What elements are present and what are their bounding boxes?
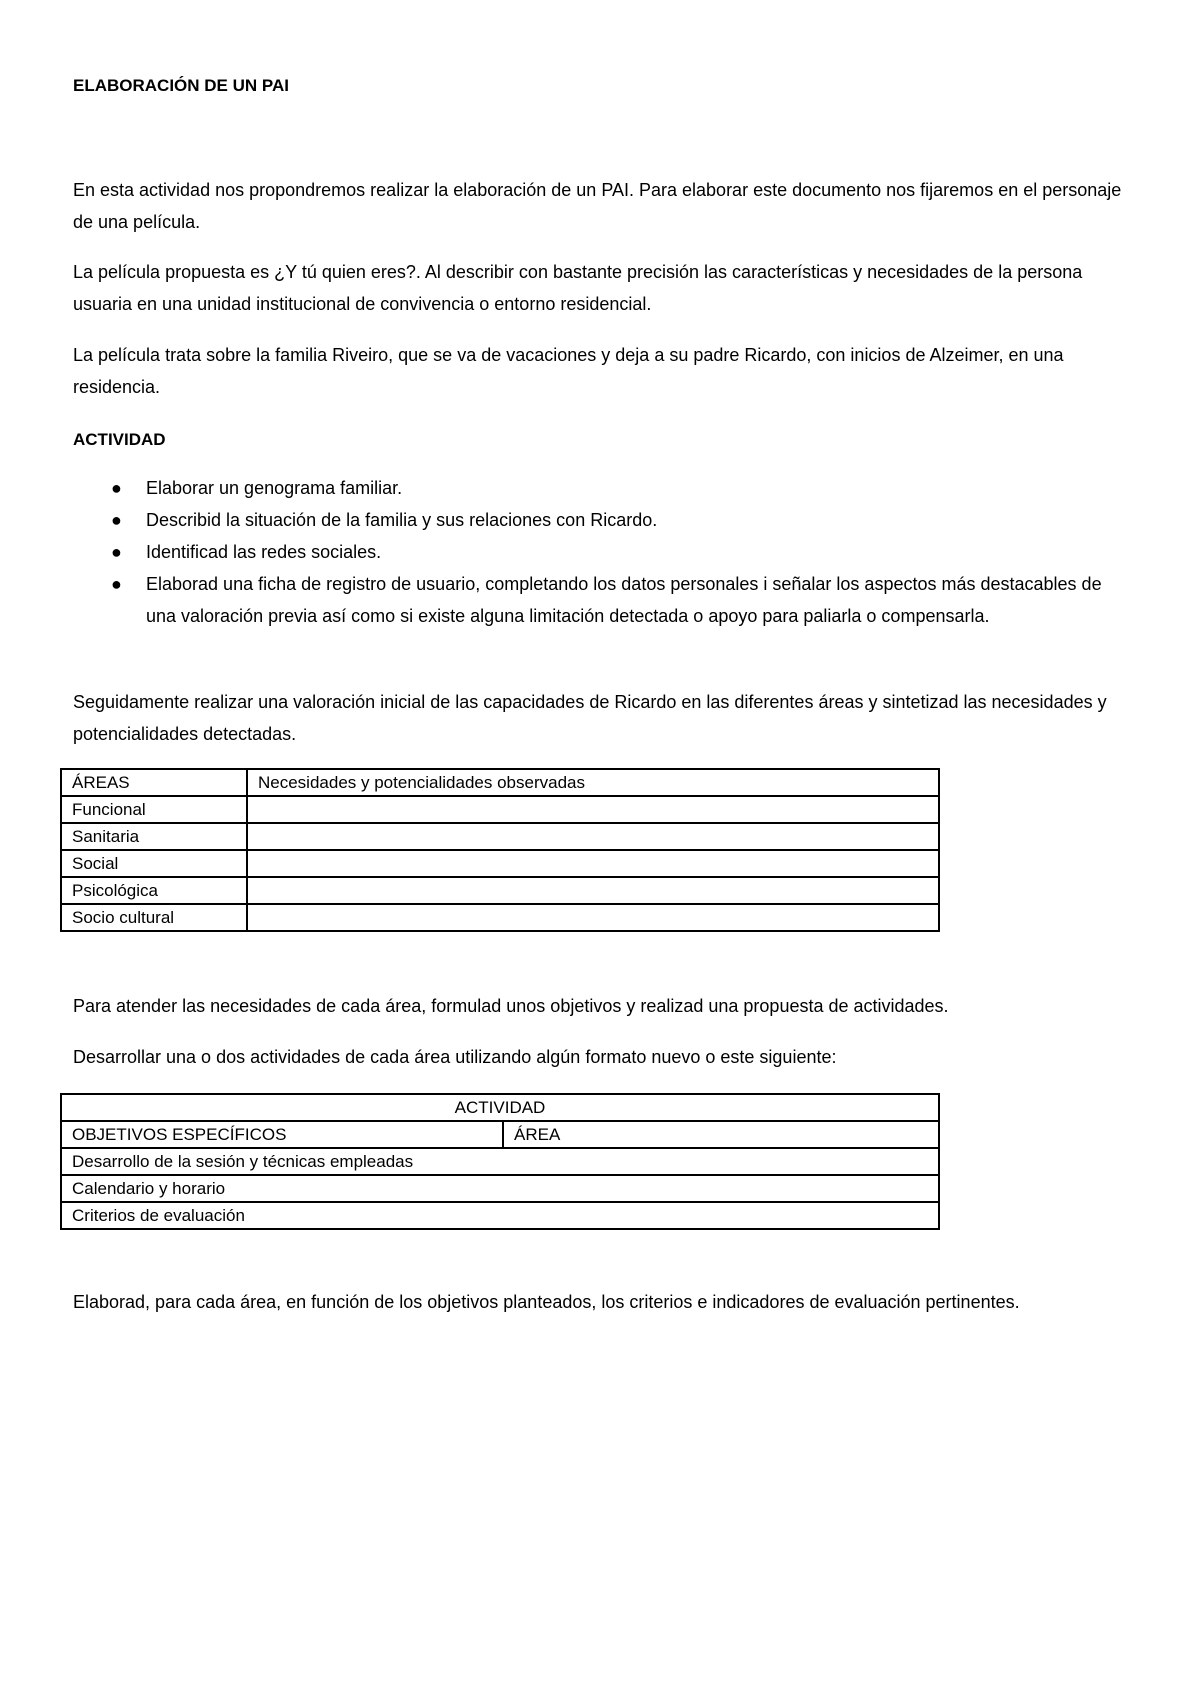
table-header-cell: Necesidades y potencialidades observadas bbox=[247, 769, 939, 796]
criteria-cell: Criterios de evaluación bbox=[61, 1202, 939, 1229]
activity-table-title: ACTIVIDAD bbox=[61, 1094, 939, 1121]
area-cell: Sanitaria bbox=[61, 823, 247, 850]
area-cell: Socio cultural bbox=[61, 904, 247, 931]
document-title: ELABORACIÓN DE UN PAI bbox=[73, 76, 289, 95]
evaluation-paragraph: Elaborad, para cada área, en función de los objetivos planteados, los criterios e indicadores de evaluación pertinentes. bbox=[73, 1292, 1020, 1312]
intro-paragraph: En esta actividad nos propondremos realizar la elaboración de un PAI. Para elaborar este documento nos fijaremos en el personaje de una película. bbox=[73, 180, 1122, 232]
list-item: ● Describid la situación de la familia y sus relaciones con Ricardo. bbox=[73, 504, 1113, 536]
area-cell: Psicológica bbox=[61, 877, 247, 904]
table-header-cell: ÁREAS bbox=[61, 769, 247, 796]
empty-cell bbox=[247, 904, 939, 931]
format-paragraph: Desarrollar una o dos actividades de cada área utilizando algún formato nuevo o este siguiente: bbox=[73, 1047, 837, 1067]
activity-heading: ACTIVIDAD bbox=[73, 430, 166, 449]
table-header-row bbox=[61, 769, 939, 796]
empty-cell bbox=[247, 877, 939, 904]
activity-list bbox=[73, 472, 1113, 632]
schedule-cell: Calendario y horario bbox=[61, 1175, 939, 1202]
table-row bbox=[61, 1094, 939, 1121]
area-cell: ÁREA bbox=[503, 1121, 939, 1148]
movie-paragraph: La película propuesta es ¿Y tú quien eres?. Al describir con bastante precisión las características y necesidades de la persona usuaria en una unidad institucional de convivencia o entorno residencial. bbox=[73, 262, 1083, 314]
table-row bbox=[61, 1202, 939, 1229]
activity-table bbox=[60, 1093, 940, 1230]
table-row bbox=[61, 1121, 939, 1148]
empty-cell bbox=[247, 796, 939, 823]
table-row bbox=[61, 904, 939, 931]
table-row bbox=[61, 877, 939, 904]
bullet-icon: ● bbox=[111, 478, 122, 498]
bullet-icon: ● bbox=[111, 574, 122, 594]
bullet-icon: ● bbox=[111, 542, 122, 562]
bullet-icon: ● bbox=[111, 510, 122, 530]
empty-cell bbox=[247, 850, 939, 877]
table-row bbox=[61, 1148, 939, 1175]
list-item: ● Identificad las redes sociales. bbox=[73, 536, 1113, 568]
list-item: ● Elaborar un genograma familiar. bbox=[73, 472, 1113, 504]
plot-paragraph: La película trata sobre la familia Riveiro, que se va de vacaciones y deja a su padre Ricardo, con inicios de Alzeimer, en una residencia. bbox=[73, 345, 1064, 397]
table-row bbox=[61, 850, 939, 877]
table-row bbox=[61, 823, 939, 850]
list-item: ● Elaborad una ficha de registro de usuario, completando los datos personales i señalar los aspectos más destacables de una valoración previa así como si existe alguna limitación detectada o apoyo para paliarla o compensarla. bbox=[73, 568, 1113, 632]
objectives-cell: OBJETIVOS ESPECÍFICOS bbox=[61, 1121, 503, 1148]
assessment-paragraph: Seguidamente realizar una valoración inicial de las capacidades de Ricardo en las diferentes áreas y sintetizad las necesidades y potencialidades detectadas. bbox=[73, 692, 1107, 744]
table-row bbox=[61, 796, 939, 823]
areas-table bbox=[60, 768, 940, 932]
area-cell: Social bbox=[61, 850, 247, 877]
table-row bbox=[61, 1175, 939, 1202]
objectives-paragraph: Para atender las necesidades de cada área, formulad unos objetivos y realizad una propuesta de actividades. bbox=[73, 996, 949, 1016]
area-cell: Funcional bbox=[61, 796, 247, 823]
development-cell: Desarrollo de la sesión y técnicas empleadas bbox=[61, 1148, 939, 1175]
empty-cell bbox=[247, 823, 939, 850]
